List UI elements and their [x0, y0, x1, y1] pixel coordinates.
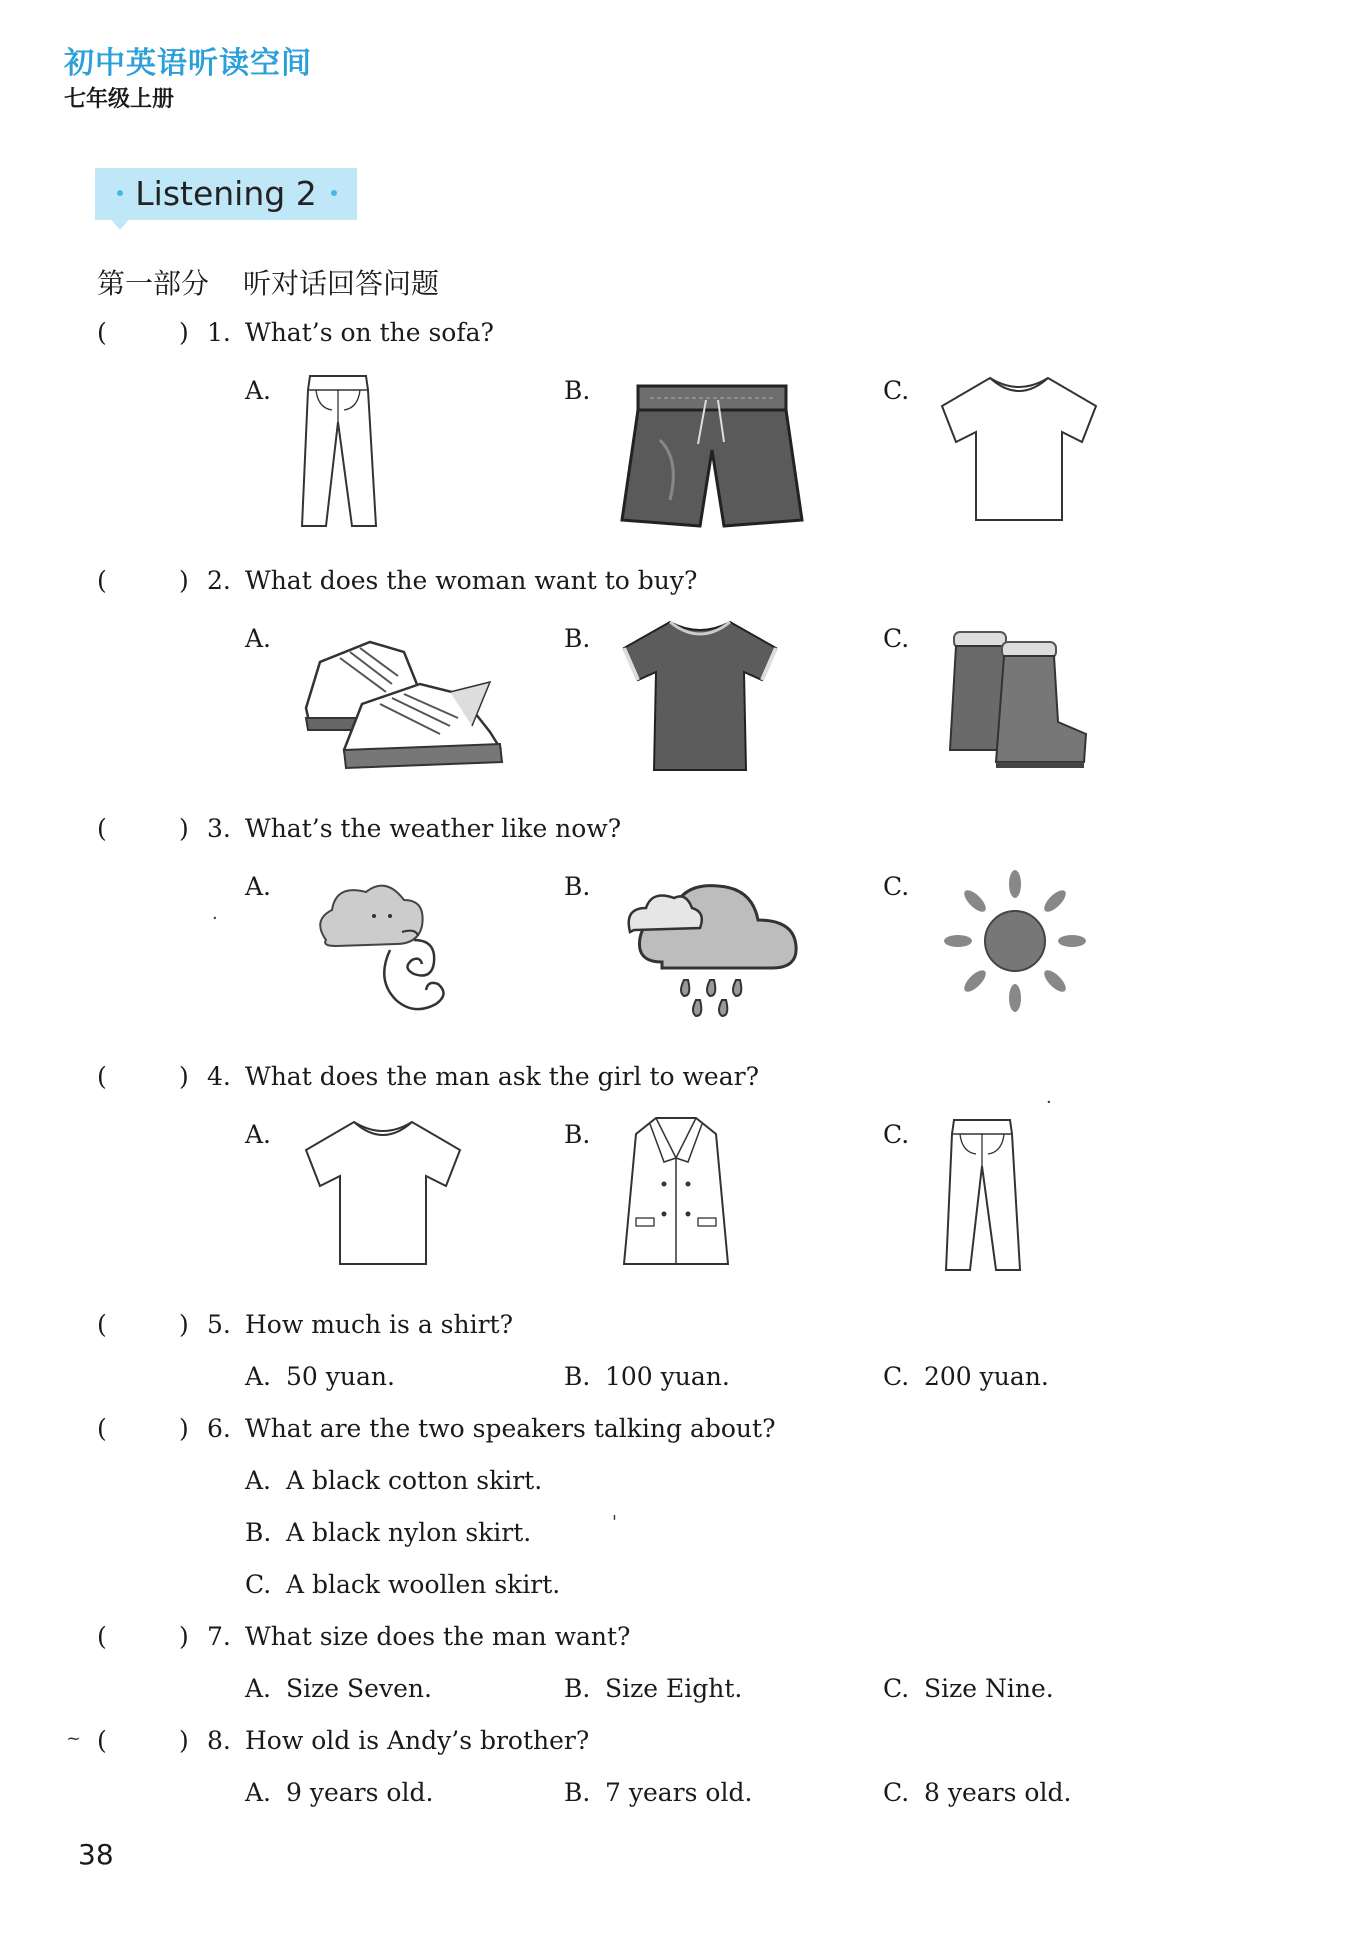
book-title: 初中英语听读空间: [64, 46, 312, 81]
stray-mark: ·: [1046, 1092, 1052, 1113]
option-text: Size Eight.: [605, 1674, 743, 1703]
jeans-icon: [940, 1116, 1024, 1274]
answer-paren-right: ): [179, 318, 189, 347]
option-text: A black nylon skirt.: [286, 1518, 532, 1547]
option-text: A black woollen skirt.: [286, 1570, 561, 1599]
answer-paren-right: ): [179, 1310, 189, 1339]
answer-paren-left: (: [97, 1062, 107, 1091]
option-letter: C.: [245, 1570, 272, 1599]
option-letter: A.: [245, 624, 272, 653]
question-number: 2.: [207, 566, 231, 595]
option-text: 200 yuan.: [924, 1362, 1049, 1391]
option-text: 100 yuan.: [605, 1362, 730, 1391]
option-text: 8 years old.: [924, 1778, 1072, 1807]
snow-boots-icon: [938, 622, 1088, 772]
question-number: 5.: [207, 1310, 231, 1339]
option-text: Size Nine.: [924, 1674, 1054, 1703]
option-letter: A.: [245, 376, 272, 405]
question-number: 3.: [207, 814, 231, 843]
answer-paren-left: (: [97, 1622, 107, 1651]
question-number: 4.: [207, 1062, 231, 1091]
shorts-icon: [620, 380, 804, 528]
option-letter: A.: [245, 1674, 272, 1703]
option-text: 9 years old.: [286, 1778, 434, 1807]
coat-icon: [620, 1114, 732, 1270]
option-letter: C.: [883, 376, 910, 405]
option-letter: B.: [564, 1362, 591, 1391]
question-number: 8.: [207, 1726, 231, 1755]
answer-paren-right: ): [179, 1726, 189, 1755]
option-letter: A.: [245, 1120, 272, 1149]
question-number: 6.: [207, 1414, 231, 1443]
option-letter: C.: [883, 624, 910, 653]
stray-mark: ': [612, 1512, 617, 1533]
rain-cloud-icon: [622, 872, 804, 1022]
option-text: Size Seven.: [286, 1674, 432, 1703]
windy-cloud-icon: [306, 870, 456, 1020]
answer-paren-right: ): [179, 566, 189, 595]
sun-icon: [940, 866, 1090, 1016]
option-letter: C.: [883, 1120, 910, 1149]
section-text: 听对话回答问题: [243, 267, 440, 300]
sneakers-icon: [300, 622, 510, 772]
answer-paren-right: ): [179, 1062, 189, 1091]
banner-tail: [110, 218, 130, 230]
option-letter: B.: [564, 376, 591, 405]
option-letter: A.: [245, 1362, 272, 1391]
answer-paren-left: (: [97, 814, 107, 843]
question-text: What are the two speakers talking about?: [245, 1414, 776, 1443]
option-text: 50 yuan.: [286, 1362, 395, 1391]
tshirt-icon: [302, 1118, 464, 1268]
question-text: What’s the weather like now?: [245, 814, 622, 843]
option-letter: C.: [883, 1778, 910, 1807]
section-part: 第一部分: [97, 267, 210, 300]
option-letter: B.: [564, 624, 591, 653]
answer-paren-right: ): [179, 1414, 189, 1443]
answer-paren-right: ): [179, 814, 189, 843]
grade-label: 七年级上册: [64, 86, 175, 112]
banner-dot-icon: [331, 190, 337, 196]
question-text: How old is Andy’s brother?: [245, 1726, 590, 1755]
option-letter: B.: [564, 872, 591, 901]
option-letter: C.: [883, 1674, 910, 1703]
tshirt-icon: [938, 374, 1100, 524]
dark-tshirt-icon: [620, 618, 780, 776]
page-number: 38: [78, 1838, 114, 1871]
answer-paren-left: (: [97, 1310, 107, 1339]
question-text: What size does the man want?: [245, 1622, 631, 1651]
stray-mark: ~: [66, 1728, 82, 1749]
option-text: 7 years old.: [605, 1778, 753, 1807]
question-text: What does the woman want to buy?: [245, 566, 698, 595]
banner-label: Listening 2: [135, 174, 317, 213]
option-letter: B.: [245, 1518, 272, 1547]
question-number: 1.: [207, 318, 231, 347]
answer-paren-left: (: [97, 1414, 107, 1443]
question-text: What does the man ask the girl to wear?: [245, 1062, 759, 1091]
option-letter: C.: [883, 1362, 910, 1391]
option-letter: A.: [245, 872, 272, 901]
stray-mark: ·: [212, 908, 218, 929]
answer-paren-left: (: [97, 318, 107, 347]
question-number: 7.: [207, 1622, 231, 1651]
answer-paren-left: (: [97, 1726, 107, 1755]
section-title: [97, 262, 473, 302]
option-letter: B.: [564, 1674, 591, 1703]
option-letter: C.: [883, 872, 910, 901]
question-text: How much is a shirt?: [245, 1310, 514, 1339]
question-text: What’s on the sofa?: [245, 318, 494, 347]
answer-paren-left: (: [97, 566, 107, 595]
option-letter: B.: [564, 1778, 591, 1807]
option-letter: B.: [564, 1120, 591, 1149]
jeans-icon: [296, 372, 380, 530]
option-letter: A.: [245, 1466, 272, 1495]
answer-paren-right: ): [179, 1622, 189, 1651]
listening-banner: [95, 168, 357, 220]
option-text: A black cotton skirt.: [286, 1466, 543, 1495]
option-letter: A.: [245, 1778, 272, 1807]
